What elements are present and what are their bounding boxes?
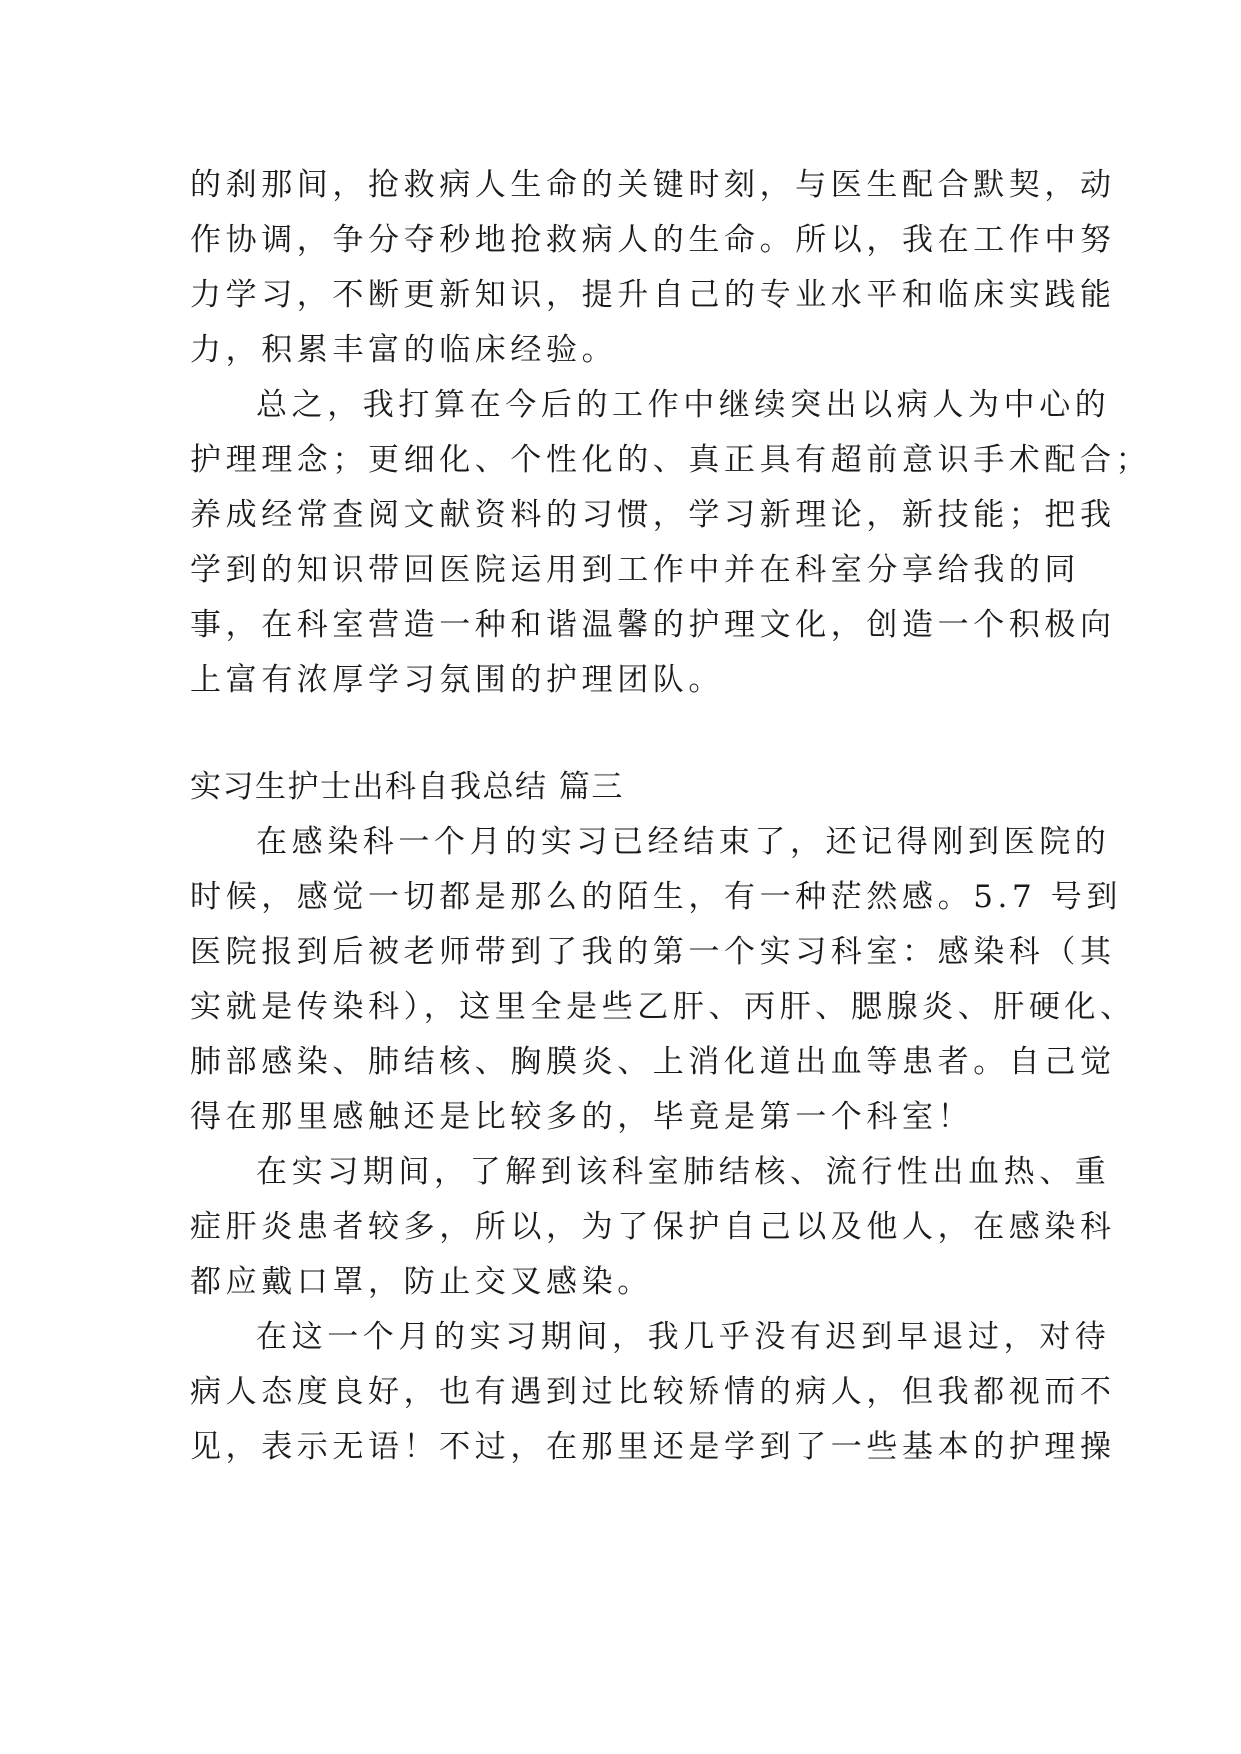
paragraph-internship-period	[190, 1145, 1116, 1310]
text-line: 在感染科一个月的实习已经结束了，还记得刚到医院的	[256, 824, 1111, 860]
text-line: 得在那里感触还是比较多的，毕竟是第一个科室！	[190, 1099, 974, 1135]
text-line: 在实习期间，了解到该科室肺结核、流行性出血热、重	[256, 1154, 1111, 1190]
text-line: 养成经常查阅文献资料的习惯，学习新理论，新技能；把我	[190, 497, 1116, 533]
text-line: 力学习，不断更新知识，提升自己的专业水平和临床实践能	[190, 277, 1116, 313]
text-line: 在这一个月的实习期间，我几乎没有迟到早退过，对待	[256, 1319, 1111, 1355]
text-line: 上富有浓厚学习氛围的护理团队。	[190, 662, 724, 698]
document-body	[190, 158, 1152, 1475]
text-line: 力，积累丰富的临床经验。	[190, 332, 618, 368]
text-line: 作协调，争分夺秒地抢救病人的生命。所以，我在工作中努	[190, 222, 1116, 258]
text-line: 事，在科室营造一种和谐温馨的护理文化，创造一个积极向	[190, 607, 1116, 643]
text-line: 病人态度良好，也有遇到过比较矫情的病人，但我都视而不	[190, 1374, 1116, 1410]
text-line: 时候，感觉一切都是那么的陌生，有一种茫然感。5.7 号到	[190, 879, 1122, 915]
paragraph-summary	[190, 378, 1152, 708]
text-line: 见，表示无语！不过，在那里还是学到了一些基本的护理操	[190, 1429, 1116, 1465]
paragraph-attendance	[190, 1310, 1116, 1475]
text-line: 实就是传染科），这里全是些乙肝、丙肝、腮腺炎、肝硬化、	[190, 989, 1136, 1025]
text-line: 肺部感染、肺结核、胸膜炎、上消化道出血等患者。自己觉	[190, 1044, 1116, 1080]
text-line: 护理理念；更细化、个性化的、真正具有超前意识手术配合；	[190, 442, 1152, 478]
text-line: 都应戴口罩，防止交叉感染。	[190, 1264, 653, 1300]
section-spacer	[190, 708, 1050, 760]
text-line: 症肝炎患者较多，所以，为了保护自己以及他人，在感染科	[190, 1209, 1116, 1245]
text-line: 医院报到后被老师带到了我的第一个实习科室：感染科（其	[190, 934, 1116, 970]
paragraph-prev-continuation	[190, 158, 1116, 378]
text-line: 学到的知识带回医院运用到工作中并在科室分享给我的同	[190, 552, 1080, 588]
paragraph-infection-dept	[190, 815, 1136, 1145]
text-line: 的刹那间，抢救病人生命的关键时刻，与医生配合默契，动	[190, 167, 1116, 203]
text-line: 总之，我打算在今后的工作中继续突出以病人为中心的	[256, 387, 1111, 423]
section-heading: 实习生护士出科自我总结 篇三	[190, 769, 624, 805]
